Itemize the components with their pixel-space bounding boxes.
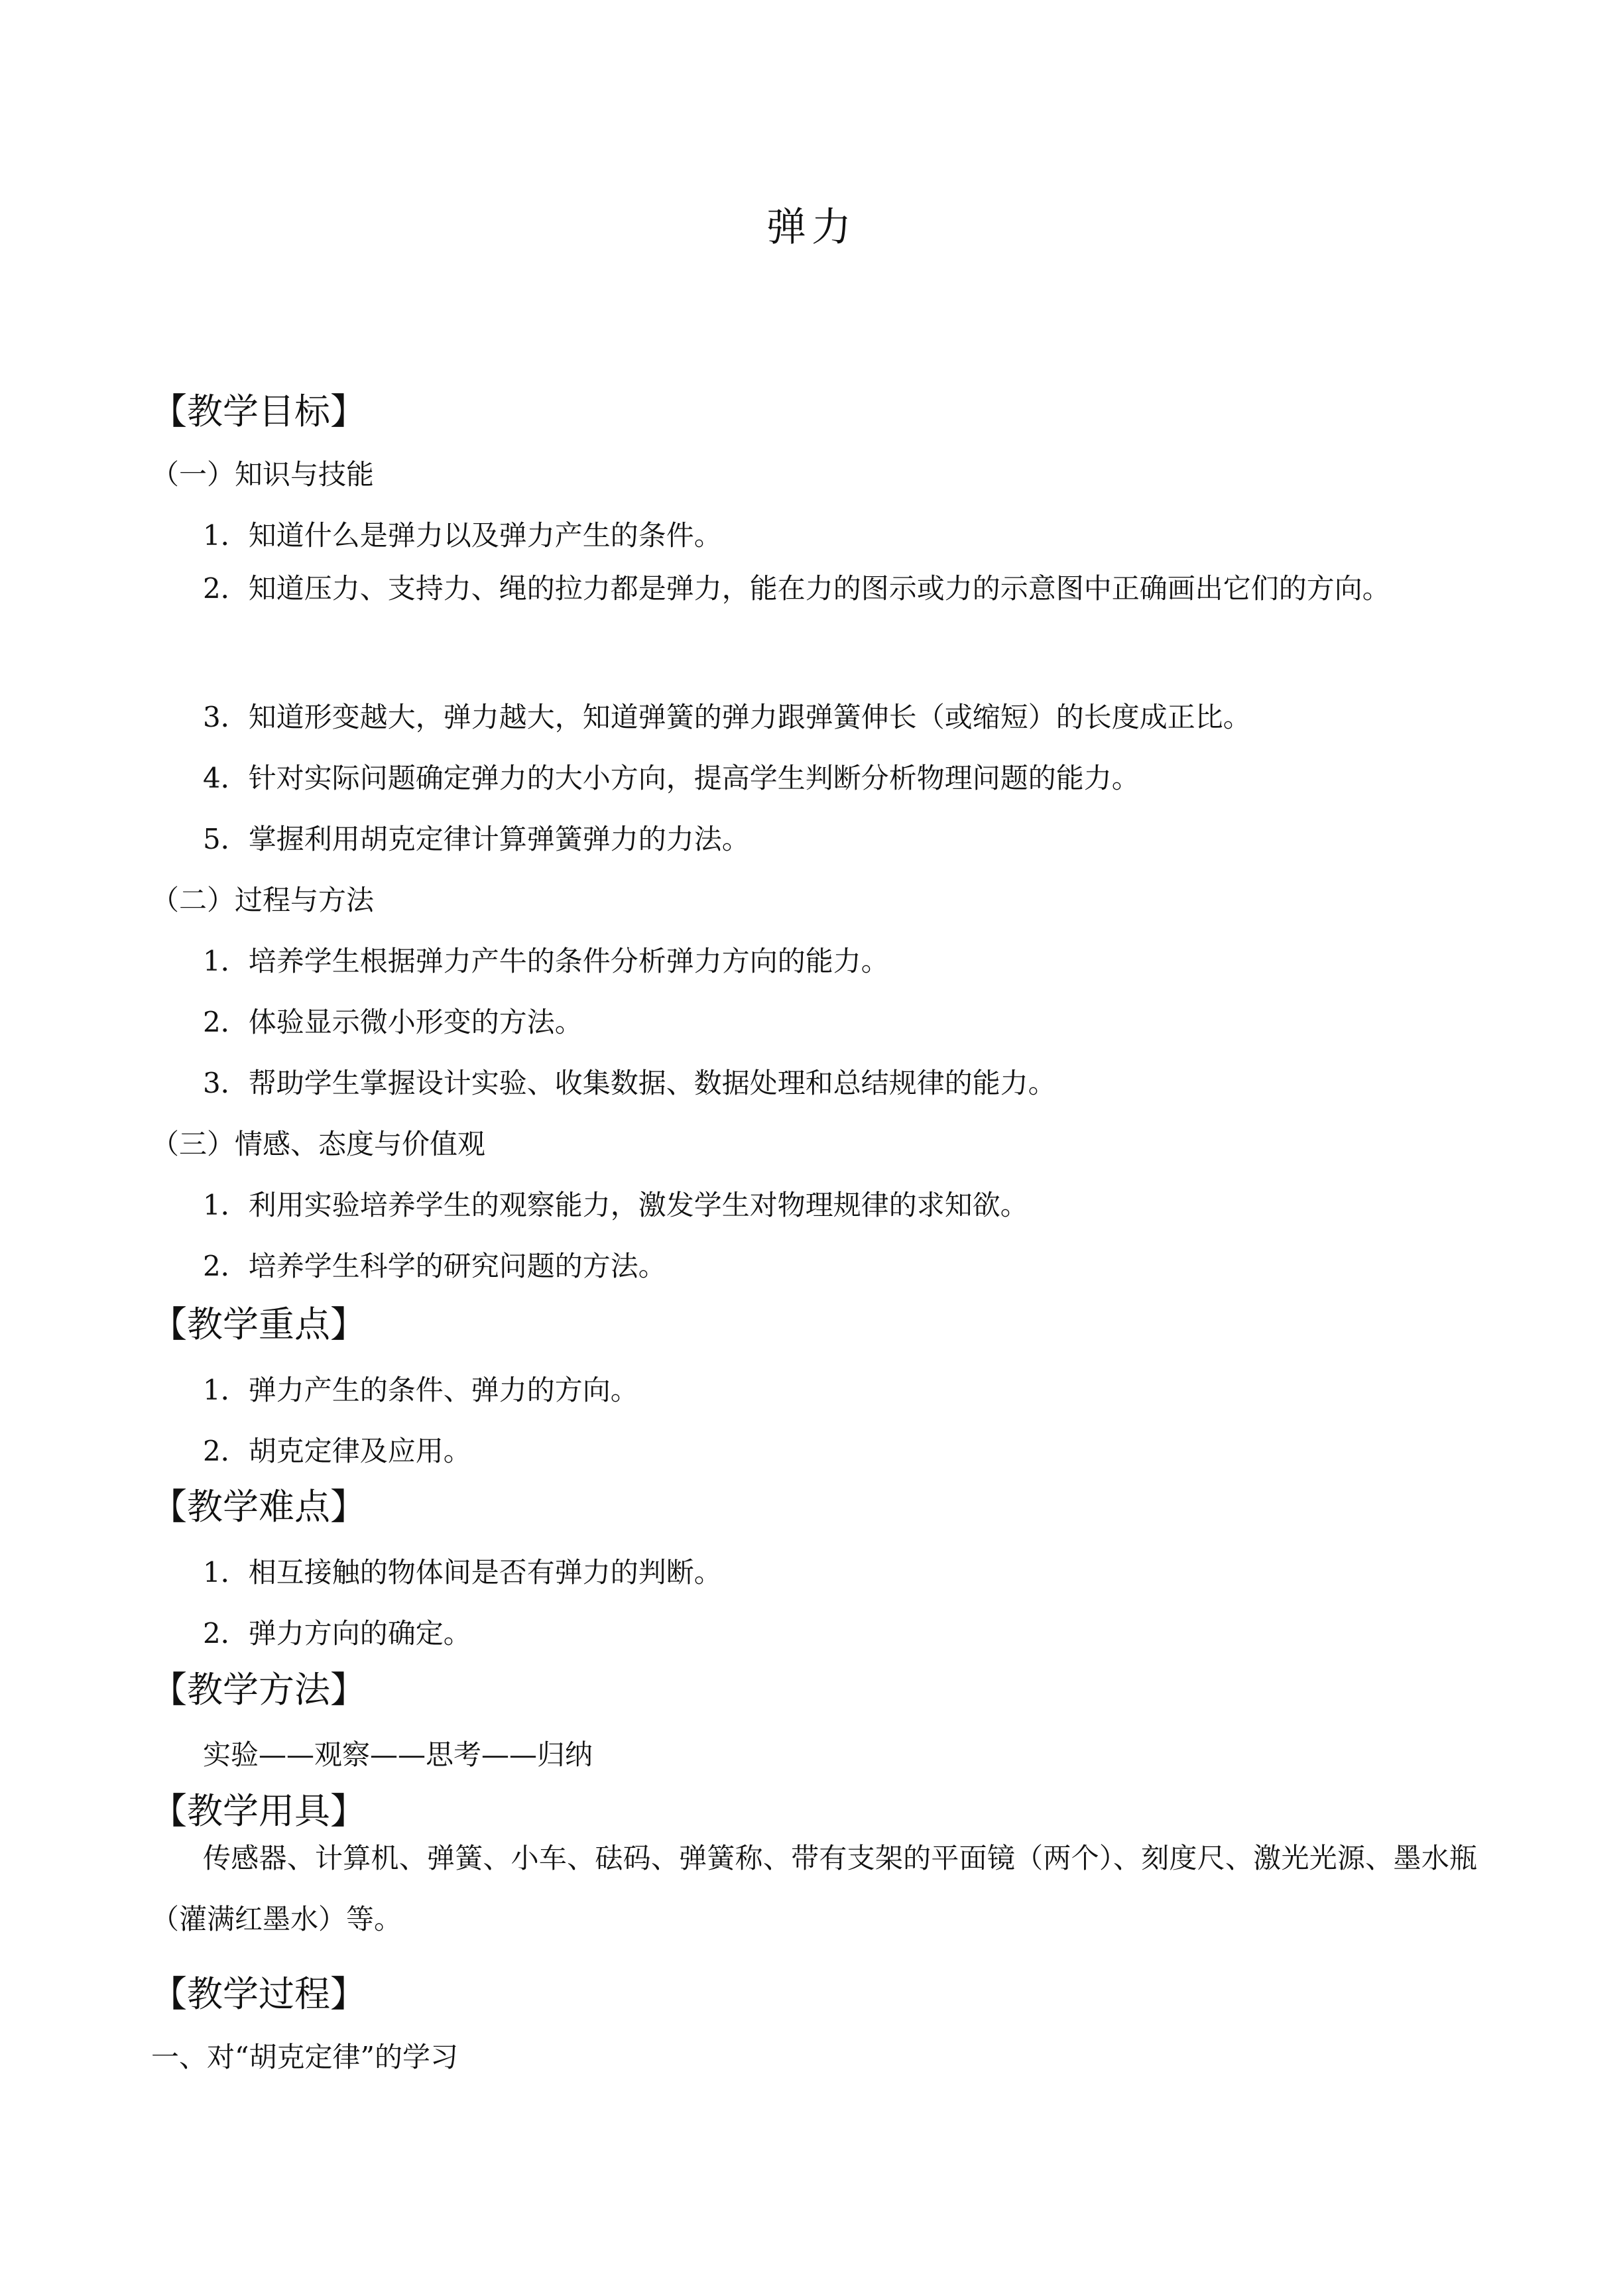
heading-methods: 【教学方法】 [151,1669,366,1711]
subheading-knowledge: （一）知识与技能 [151,458,375,491]
process-item-2: 2．体验显示微小形变的方法。 [203,1006,583,1038]
key-point-item-1: 1．弹力产生的条件、弹力的方向。 [203,1374,638,1406]
difficulty-item-1: 1．相互接触的物体间是否有弹力的判断。 [203,1556,722,1589]
methods-text: 实验——观察——思考——归纳 [203,1738,593,1771]
heading-procedure: 【教学过程】 [151,1973,366,2015]
heading-key-points: 【教学重点】 [151,1303,366,1345]
subheading-emotion: （三）情感、态度与价值观 [151,1128,486,1160]
document-title: 弹力 [766,204,857,251]
emotion-item-1: 1．利用实验培养学生的观察能力，激发学生对物理规律的求知欲。 [203,1189,1028,1221]
subheading-process: （二）过程与方法 [151,884,375,916]
heading-objectives: 【教学目标】 [151,391,366,432]
process-item-3: 3．帮助学生掌握设计实验、收集数据、数据处理和总结规律的能力。 [203,1067,1056,1099]
tools-text: 传感器、计算机、弹簧、小车、砝码、弹簧称、带有支架的平面镜（两个）、刻度尺、激光光源、墨水瓶（灌满红墨水）等。 [151,1842,1477,1935]
procedure-section-1: 一、对“胡克定律”的学习 [151,2041,458,2073]
process-item-1: 1．培养学生根据弹力产牛的条件分析弹力方向的能力。 [203,945,889,977]
key-point-item-2: 2．胡克定律及应用。 [203,1435,471,1467]
difficulty-item-2: 2．弹力方向的确定。 [203,1617,471,1650]
heading-tools: 【教学用具】 [151,1790,366,1832]
knowledge-item-5: 5．掌握利用胡克定律计算弹簧弹力的力法。 [203,823,750,855]
heading-difficulties: 【教学难点】 [151,1486,366,1528]
knowledge-item-3: 3．知道形变越大，弹力越大，知道弹簧的弹力跟弹簧伸长（或缩短）的长度成正比。 [203,701,1251,733]
knowledge-item-2: 2．知道压力、支持力、绳的拉力都是弹力，能在力的图示或力的示意图中正确画出它们的方向。 [203,572,1390,605]
knowledge-item-1: 1．知道什么是弹力以及弹力产生的条件。 [203,519,722,552]
knowledge-item-4: 4．针对实际问题确定弹力的大小方向，提高学生判断分析物理问题的能力。 [203,762,1140,794]
emotion-item-2: 2．培养学生科学的研究问题的方法。 [203,1250,666,1282]
